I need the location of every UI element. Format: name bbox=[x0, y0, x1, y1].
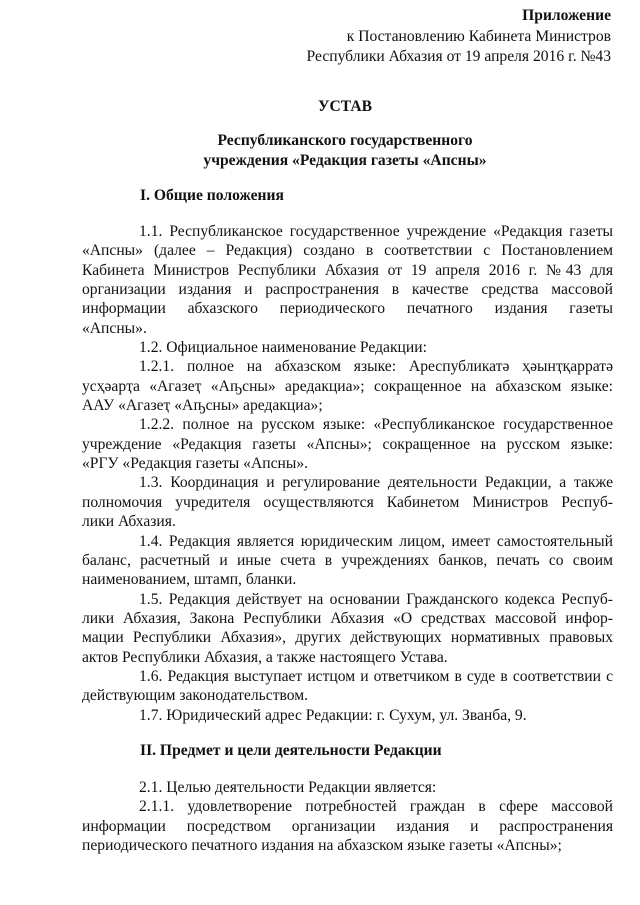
text-line: Кабинета Министров Республики Абхазия от 19 апреля 2016 г. №43 для bbox=[82, 261, 613, 279]
section-heading-2: II. Предмет и цели деятельности Редакции bbox=[140, 742, 442, 759]
text-line: ААУ «Агазеҭ «Аҧсны» аредакциа»; bbox=[82, 397, 323, 415]
paragraph bbox=[82, 778, 613, 797]
paragraph bbox=[82, 532, 613, 590]
text-line: «РГУ «Редакция газеты «Апсны». bbox=[82, 455, 309, 473]
text-line: наименованием, штамп, бланки. bbox=[82, 571, 297, 589]
document-title: УСТАВ bbox=[318, 98, 372, 115]
text-line: 2.1.1. удовлетворение потребностей граждан в сфере массовой bbox=[139, 798, 613, 816]
paragraph bbox=[82, 415, 613, 473]
text-line: 1.6. Редакция выступает истцом и ответчиком в суде в соответствии с bbox=[139, 667, 613, 685]
text-line: 1.1. Республиканское государственное учреждение «Редакция газеты bbox=[139, 223, 613, 240]
subtitle-line: учреждения «Редакция газеты «Апсны» bbox=[203, 152, 487, 169]
paragraph bbox=[82, 797, 613, 855]
text-line: 1.3. Координация и регулирование деятельности Редакции, а также bbox=[139, 474, 613, 492]
appendix-line: Республики Абхазия от 19 апреля 2016 г. №43 bbox=[306, 48, 611, 65]
text-line: 1.2.1. полное на абхазском языке: Ареспубликатә ҳәынҭқарратә bbox=[139, 358, 613, 376]
text-line: информации посредством организации издания и распространения bbox=[82, 817, 613, 835]
section-heading-1: I. Общие положения bbox=[140, 187, 284, 204]
section-body-1 bbox=[82, 222, 613, 725]
text-line: лики Абхазия. bbox=[82, 513, 176, 531]
text-line: баланс, расчетный и иные счета в учреждениях банков, печать со своим bbox=[82, 551, 613, 569]
text-line: усҳәарҭа «Агазеҭ «Аҧсны» аредакциа»; сокращенное на абхазском языке: bbox=[82, 377, 613, 395]
text-line: учреждение «Редакция газеты «Апсны»; сокращенное на русском языке: bbox=[82, 435, 613, 453]
paragraph bbox=[82, 222, 613, 338]
text-line: действующим законодательством. bbox=[82, 687, 309, 705]
paragraph bbox=[82, 357, 613, 415]
subtitle-line: Республиканского государственного bbox=[217, 132, 473, 149]
text-line: «Апсны». bbox=[82, 319, 147, 337]
text-line: 1.2. Официальное наименование Редакции: bbox=[139, 339, 427, 357]
text-line: 1.7. Юридический адрес Редакции: г. Сухум, ул. Званба, 9. bbox=[139, 706, 527, 724]
text-line: мации Республики Абхазия», других действующих нормативных правовых bbox=[82, 629, 613, 647]
paragraph bbox=[82, 590, 613, 667]
text-line: информации абхазского периодического печатного издания газеты bbox=[82, 300, 613, 318]
text-line: 1.5. Редакция действует на основании Гражданского кодекса Респуб- bbox=[139, 590, 613, 608]
text-line: «Апсны» (далее – Редакция) создано в соответствии с Постановлением bbox=[82, 242, 613, 260]
appendix-label: Приложение bbox=[522, 7, 611, 24]
text-line: организации издания и распространения в качестве средства массовой bbox=[82, 281, 613, 299]
paragraph bbox=[82, 473, 613, 531]
section-body-2 bbox=[82, 778, 613, 855]
text-line: периодического печатного издания на абхазском языке газеты «Апсны»; bbox=[82, 837, 562, 855]
text-line: 1.4. Редакция является юридическим лицом, имеет самостоятельный bbox=[139, 532, 613, 550]
text-line: 1.2.2. полное на русском языке: «Республиканское государственное bbox=[139, 416, 613, 434]
paragraph bbox=[82, 667, 613, 706]
text-line: полномочия учредителя осуществляются Кабинетом Министров Респуб- bbox=[82, 493, 613, 511]
paragraph bbox=[82, 706, 613, 725]
text-line: лики Абхазия, Закона Республики Абхазия «О средствах массовой инфор- bbox=[82, 609, 613, 627]
document-subtitle bbox=[60, 131, 630, 171]
appendix-line: к Постановлению Кабинета Министров bbox=[346, 27, 611, 45]
appendix-header bbox=[307, 6, 611, 68]
text-line: 2.1. Целью деятельности Редакции является: bbox=[139, 779, 437, 796]
paragraph bbox=[82, 338, 613, 357]
text-line: актов Республики Абхазия, а также настоящего Устава. bbox=[82, 648, 448, 666]
